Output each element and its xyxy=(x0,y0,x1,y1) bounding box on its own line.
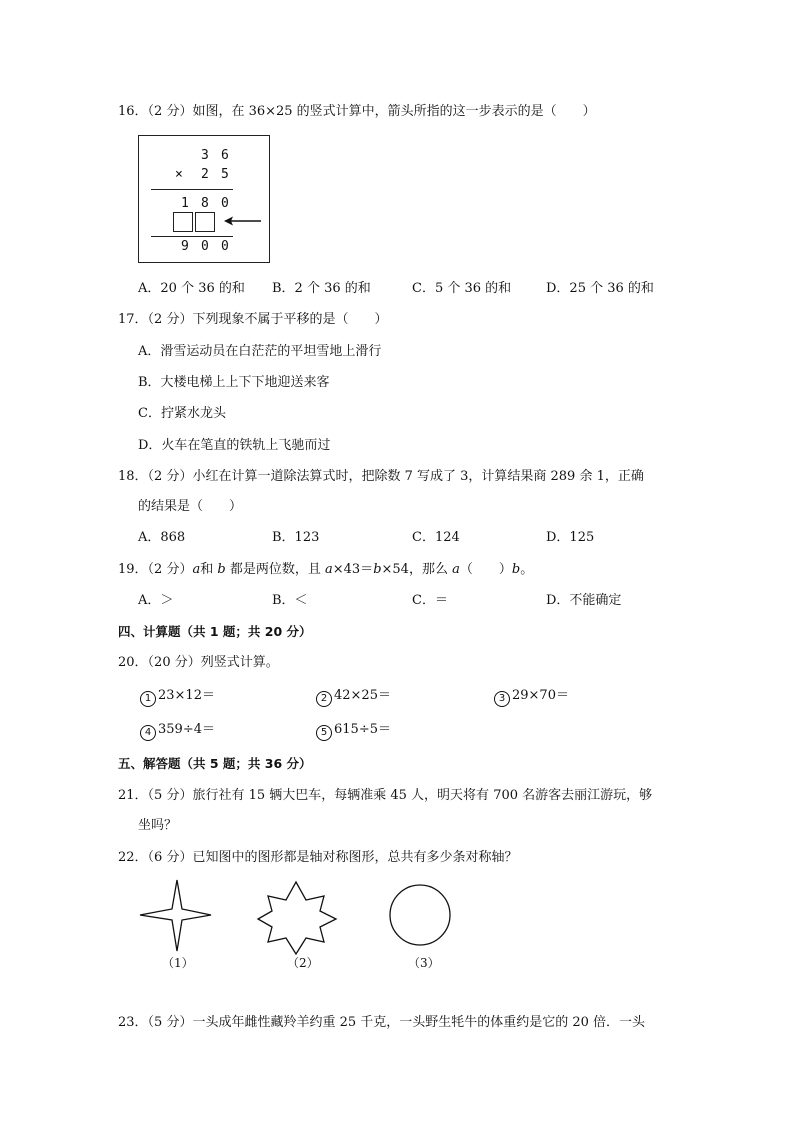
q20-item-1: 1 23×12＝ xyxy=(140,686,215,707)
q17-text: 17．（2 分）下列现象不属于平移的是（ ） xyxy=(118,312,388,327)
q16-text: 16．（2 分）如图，在 36×25 的竖式计算中，箭头所指的这一步表示的是（ ） xyxy=(118,104,596,119)
q17-option-b: B．大楼电梯上上下下地迎送来客 xyxy=(138,375,330,390)
calc-digit: 0 xyxy=(221,239,229,254)
figure-label: （2） xyxy=(287,956,319,970)
q17-option-d: D．火车在笔直的铁轨上飞驰而过 xyxy=(138,438,331,453)
calc-divider xyxy=(151,189,233,190)
four-point-star-figure xyxy=(134,876,214,956)
q16-option-b: B．2 个 36 的和 xyxy=(272,281,371,296)
q19-option-d: D．不能确定 xyxy=(546,593,622,608)
q19-option-a: A．＞ xyxy=(138,593,174,608)
q23-text: 23．（5 分）一头成年雌性藏羚羊约重 25 千克，一头野生牦牛的体重约是它的 20 倍．一头 xyxy=(118,1015,646,1030)
calc-digit: 0 xyxy=(221,196,229,211)
calc-digit: 9 xyxy=(181,239,189,254)
q16-option-c: C．5 个 36 的和 xyxy=(412,281,512,296)
figure-label: （1） xyxy=(162,956,194,970)
section-heading: 五、解答题（共 5 题；共 36 分） xyxy=(118,756,312,771)
calc-digit: 2 xyxy=(201,167,209,182)
calc-digit: 3 xyxy=(201,148,209,163)
q20-item-5: 5 615÷5＝ xyxy=(316,720,391,741)
blank-box xyxy=(173,212,193,232)
circled-number: 4 xyxy=(140,725,156,741)
q19-text: 19．（2 分）a和 b 都是两位数，且 a×43＝b×54，那么 a（ ）b。 xyxy=(118,562,534,577)
calc-digit: 1 xyxy=(181,196,189,211)
q16-option-a: A．20 个 36 的和 xyxy=(138,281,245,296)
q18-option-d: D．125 xyxy=(546,530,595,545)
q19-option-c: C．＝ xyxy=(412,593,448,608)
calc-digit: 6 xyxy=(221,148,229,163)
q17-option-c: C．拧紧水龙头 xyxy=(138,406,226,421)
circled-number: 2 xyxy=(316,691,332,707)
q18-option-b: B．123 xyxy=(272,530,320,545)
q22-text: 22．（6 分）已知图中的图形都是轴对称图形，总共有多少条对称轴？ xyxy=(118,850,518,865)
calc-times-sign: × xyxy=(175,167,183,182)
q21-text-line2: 坐吗？ xyxy=(138,818,178,833)
q20-item-3: 3 29×70＝ xyxy=(494,686,569,707)
q18-option-c: C．124 xyxy=(412,530,460,545)
circled-number: 1 xyxy=(140,691,156,707)
calc-digit: 5 xyxy=(221,167,229,182)
eight-point-star-figure xyxy=(254,878,338,958)
q16-option-d: D．25 个 36 的和 xyxy=(546,281,654,296)
arrow-left-icon xyxy=(223,214,263,228)
circle-figure xyxy=(386,880,456,950)
q17-option-a: A．滑雪运动员在白茫茫的平坦雪地上滑行 xyxy=(138,344,382,359)
q20-item-2: 2 42×25＝ xyxy=(316,686,391,707)
circled-number: 3 xyxy=(494,691,510,707)
section-heading: 四、计算题（共 1 题；共 20 分） xyxy=(118,624,312,639)
q19-option-b: B．＜ xyxy=(272,593,308,608)
vertical-calculation-figure xyxy=(138,135,270,263)
q21-text-line1: 21．（5 分）旅行社有 15 辆大巴车，每辆准乘 45 人，明天将有 700 名游客去丽江游玩，够 xyxy=(118,788,653,803)
calc-digit: 8 xyxy=(201,196,209,211)
q18-option-a: A．868 xyxy=(138,530,186,545)
calc-divider xyxy=(151,236,233,237)
figure-label: （3） xyxy=(408,956,440,970)
blank-box xyxy=(195,212,215,232)
q20-item-4: 4 359÷4＝ xyxy=(140,720,215,741)
q20-text: 20．（20 分）列竖式计算。 xyxy=(118,655,279,670)
q18-text-line2: 的结果是（ ） xyxy=(138,499,243,514)
calc-digit: 0 xyxy=(201,239,209,254)
circled-number: 5 xyxy=(316,725,332,741)
q18-text-line1: 18．（2 分）小红在计算一道除法算式时，把除数 7 写成了 3，计算结果商 289 余 1，正确 xyxy=(118,469,644,484)
